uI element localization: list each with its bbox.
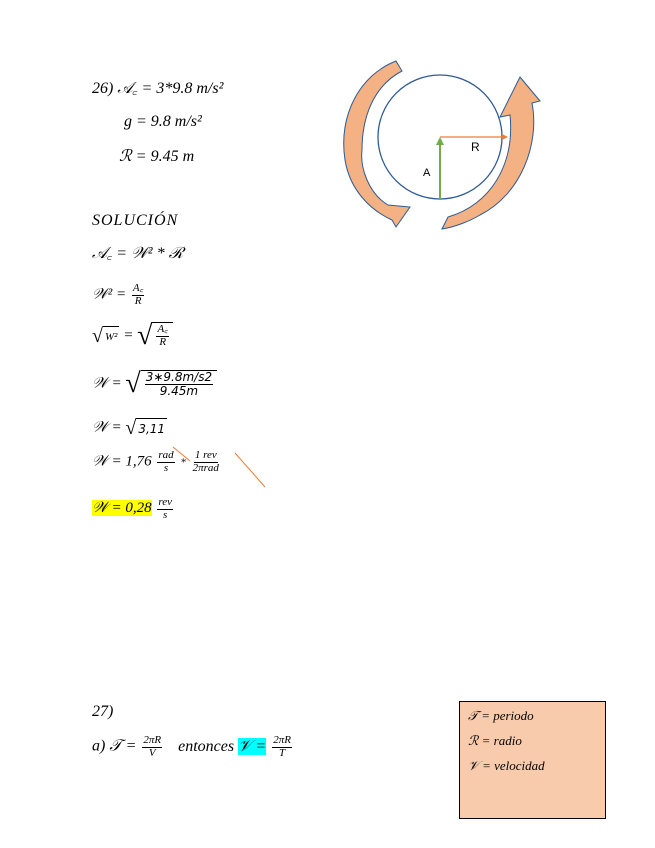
right-rotation-arrow bbox=[442, 77, 540, 229]
problem-27-part-a: a) 𝒯 = $\frac{2\pi R}{V}$ entonces 𝒱 = $\frac{2\pi R}{T}$ bbox=[92, 734, 291, 759]
legend-periodo: 𝒯 = periodo bbox=[468, 708, 534, 723]
equation-3: √ W² = √ $\frac{A꜀}{R}$ bbox=[92, 322, 173, 350]
acceleration-label: A bbox=[423, 167, 431, 179]
radius-label: R bbox=[471, 140, 480, 154]
equation-6: 𝒲 = 1,76 $\frac{\text{rad}}{s}$ * $\frac{\text{1 rev}}{\text{2πrad}}$ bbox=[92, 449, 219, 474]
equation-1: 𝒜꜀ = 𝒲² * ℛ bbox=[92, 245, 184, 262]
equation-7-result: 𝒲 = 0,28 $\frac{\text{rev}}{s}$ bbox=[92, 496, 172, 521]
circular-motion-diagram bbox=[330, 55, 560, 235]
legend-velocidad: 𝒱 = velocidad bbox=[468, 758, 545, 773]
equation-5: 𝒲 = √ 3,11 bbox=[92, 417, 166, 439]
problem-26-line1: 26) 𝒜꜀ = 3*9.8 m/s² bbox=[92, 80, 224, 97]
equation-2: 𝒲² = $\frac{A꜀}{R}$ bbox=[92, 282, 144, 307]
legend-radio: ℛ = radio bbox=[468, 733, 522, 748]
variable-legend bbox=[459, 701, 606, 819]
equation-4: 𝒲 = √ $\frac{3∗9.8m/s2}{9.45m}$ bbox=[92, 370, 217, 398]
left-rotation-arrow bbox=[344, 61, 410, 227]
problem-26-line3: ℛ = 9.45 m bbox=[119, 148, 195, 165]
cancel-strike-lines bbox=[165, 445, 275, 495]
solution-heading: SOLUCIÓN bbox=[92, 212, 179, 229]
problem-27-number: 27) bbox=[92, 703, 114, 720]
problem-26-line2: g = 9.8 m/s² bbox=[124, 113, 202, 130]
